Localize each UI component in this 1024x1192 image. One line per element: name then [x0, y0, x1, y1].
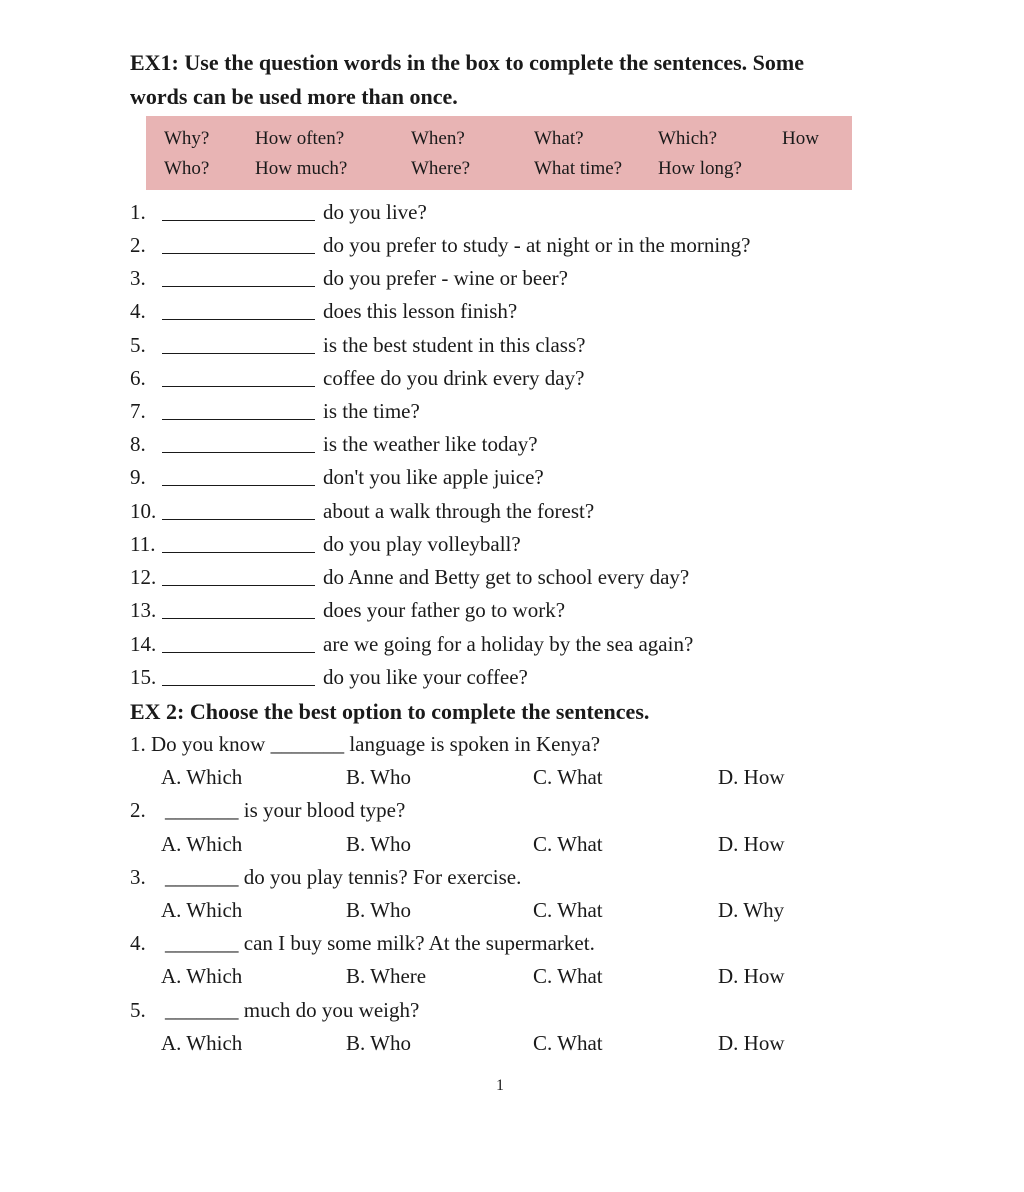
question-number: 2.: [130, 233, 146, 257]
answer-blank[interactable]: [162, 452, 315, 453]
box-word: How: [782, 128, 819, 149]
question-number: 4.: [130, 931, 146, 955]
question-number: 11.: [130, 532, 156, 556]
ex1-question: [130, 395, 890, 427]
option-a[interactable]: A. Which: [161, 898, 243, 922]
question-number: 15.: [130, 665, 157, 689]
ex1-question: [130, 528, 890, 560]
answer-blank[interactable]: [162, 552, 315, 553]
answer-blank[interactable]: [162, 585, 315, 586]
ex2-question: [130, 793, 890, 827]
question-text: do you live?: [323, 200, 427, 224]
box-word: Where?: [411, 158, 471, 179]
ex2-options: [0, 827, 1024, 861]
ex2-question: [130, 926, 890, 960]
question-number: 3.: [130, 266, 146, 290]
question-number: 4.: [130, 299, 146, 323]
answer-blank[interactable]: [162, 519, 315, 520]
ex1-question: [130, 495, 890, 527]
ex2-options: [0, 959, 1024, 993]
question-number: 1.: [130, 732, 146, 756]
ex2-title: EX 2: Choose the best option to complete the sentences.: [130, 699, 650, 724]
box-word: Who?: [164, 158, 210, 179]
box-word: When?: [411, 128, 465, 149]
answer-blank[interactable]: [162, 419, 315, 420]
question-text: do you prefer to study - at night or in the morning?: [323, 233, 751, 257]
answer-blank[interactable]: [162, 386, 315, 387]
box-word: How long?: [658, 158, 742, 179]
ex1-question: [130, 594, 890, 626]
ex1-title-line2: words can be used more than once.: [130, 84, 458, 109]
answer-blank[interactable]: [162, 618, 315, 619]
box-word: What time?: [534, 158, 623, 179]
question-text: are we going for a holiday by the sea again?: [323, 632, 694, 656]
answer-blank[interactable]: [162, 220, 315, 221]
ex1-question: [130, 461, 890, 493]
option-c[interactable]: C. What: [533, 898, 603, 922]
question-text-after: can I buy some milk? At the supermarket.: [243, 931, 595, 955]
question-text: don't you like apple juice?: [323, 465, 544, 489]
ex1-question: [130, 628, 890, 660]
ex1-question: [130, 362, 890, 394]
question-number: 12.: [130, 565, 157, 589]
question-text-after: do you play tennis? For exercise.: [243, 865, 522, 889]
ex1-question: [130, 561, 890, 593]
question-text-before: Do you know: [151, 732, 266, 756]
ex1-title-line1: EX1: Use the question words in the box to complete the sentences. Some: [130, 50, 805, 75]
answer-blank[interactable]: [162, 485, 315, 486]
answer-blank[interactable]: _______: [165, 865, 239, 889]
option-d[interactable]: D. Why: [718, 898, 785, 922]
question-number: 7.: [130, 399, 146, 423]
question-text-after: language is spoken in Kenya?: [349, 732, 601, 756]
question-text: does this lesson finish?: [323, 299, 518, 323]
question-text: does your father go to work?: [323, 598, 566, 622]
question-text: is the time?: [323, 399, 420, 423]
answer-blank[interactable]: [162, 253, 315, 254]
question-number: 5.: [130, 998, 146, 1022]
option-b[interactable]: B. Who: [346, 832, 411, 856]
ex1-question: [130, 229, 890, 261]
question-text-after: much do you weigh?: [243, 998, 420, 1022]
question-word-box: [146, 116, 852, 190]
question-text: do you prefer - wine or beer?: [323, 266, 568, 290]
question-number: 13.: [130, 598, 157, 622]
option-c[interactable]: C. What: [533, 765, 603, 789]
ex1-question: [130, 661, 890, 693]
ex2-question: [130, 993, 890, 1027]
option-b[interactable]: B. Where: [346, 964, 427, 988]
ex1-question: [130, 196, 890, 228]
ex2-question: [130, 727, 890, 761]
ex1-question: [130, 262, 890, 294]
option-b[interactable]: B. Who: [346, 1031, 411, 1055]
question-number: 10.: [130, 499, 157, 523]
question-number: 5.: [130, 333, 146, 357]
box-word: How much?: [255, 158, 348, 179]
page-number: 1: [496, 1077, 504, 1094]
answer-blank[interactable]: [162, 353, 315, 354]
question-text: is the best student in this class?: [323, 333, 586, 357]
question-number: 6.: [130, 366, 146, 390]
question-number: 9.: [130, 465, 146, 489]
answer-blank[interactable]: [162, 286, 315, 287]
ex1-question: [130, 329, 890, 361]
question-number: 14.: [130, 632, 157, 656]
box-word: Why?: [164, 128, 210, 149]
option-d[interactable]: D. How: [718, 832, 785, 856]
answer-blank[interactable]: _______: [270, 732, 345, 756]
option-d[interactable]: D. How: [718, 1031, 785, 1055]
option-d[interactable]: D. How: [718, 765, 785, 789]
question-number: 3.: [130, 865, 146, 889]
option-c[interactable]: C. What: [533, 1031, 603, 1055]
answer-blank[interactable]: [162, 319, 315, 320]
box-word: What?: [534, 128, 584, 149]
option-c[interactable]: C. What: [533, 964, 603, 988]
question-text: do Anne and Betty get to school every day?: [323, 565, 690, 589]
question-text: coffee do you drink every day?: [323, 366, 585, 390]
option-d[interactable]: D. How: [718, 964, 785, 988]
option-b[interactable]: B. Who: [346, 898, 411, 922]
question-text-after: is your blood type?: [243, 798, 406, 822]
answer-blank[interactable]: [162, 685, 315, 686]
ex1-question: [130, 295, 890, 327]
box-word: Which?: [658, 128, 718, 149]
question-number: 8.: [130, 432, 146, 456]
question-number: 2.: [130, 798, 146, 822]
answer-blank[interactable]: _______: [165, 798, 239, 822]
ex2-options: [0, 1026, 1024, 1060]
ex1-question: [130, 428, 890, 460]
answer-blank[interactable]: [162, 652, 315, 653]
question-number: 1.: [130, 200, 146, 224]
question-text: do you play volleyball?: [323, 532, 521, 556]
option-a[interactable]: A. Which: [161, 832, 243, 856]
option-a[interactable]: A. Which: [161, 765, 243, 789]
ex2-question: [130, 860, 890, 894]
question-text: about a walk through the forest?: [323, 499, 595, 523]
option-b[interactable]: B. Who: [346, 765, 411, 789]
option-a[interactable]: A. Which: [161, 1031, 243, 1055]
answer-blank[interactable]: _______: [165, 998, 239, 1022]
option-c[interactable]: C. What: [533, 832, 603, 856]
ex2-options: [0, 893, 1024, 927]
question-text: is the weather like today?: [323, 432, 538, 456]
option-a[interactable]: A. Which: [161, 964, 243, 988]
answer-blank[interactable]: _______: [165, 931, 239, 955]
question-text: do you like your coffee?: [323, 665, 528, 689]
ex2-options: [0, 760, 1024, 794]
box-word: How often?: [255, 128, 345, 149]
